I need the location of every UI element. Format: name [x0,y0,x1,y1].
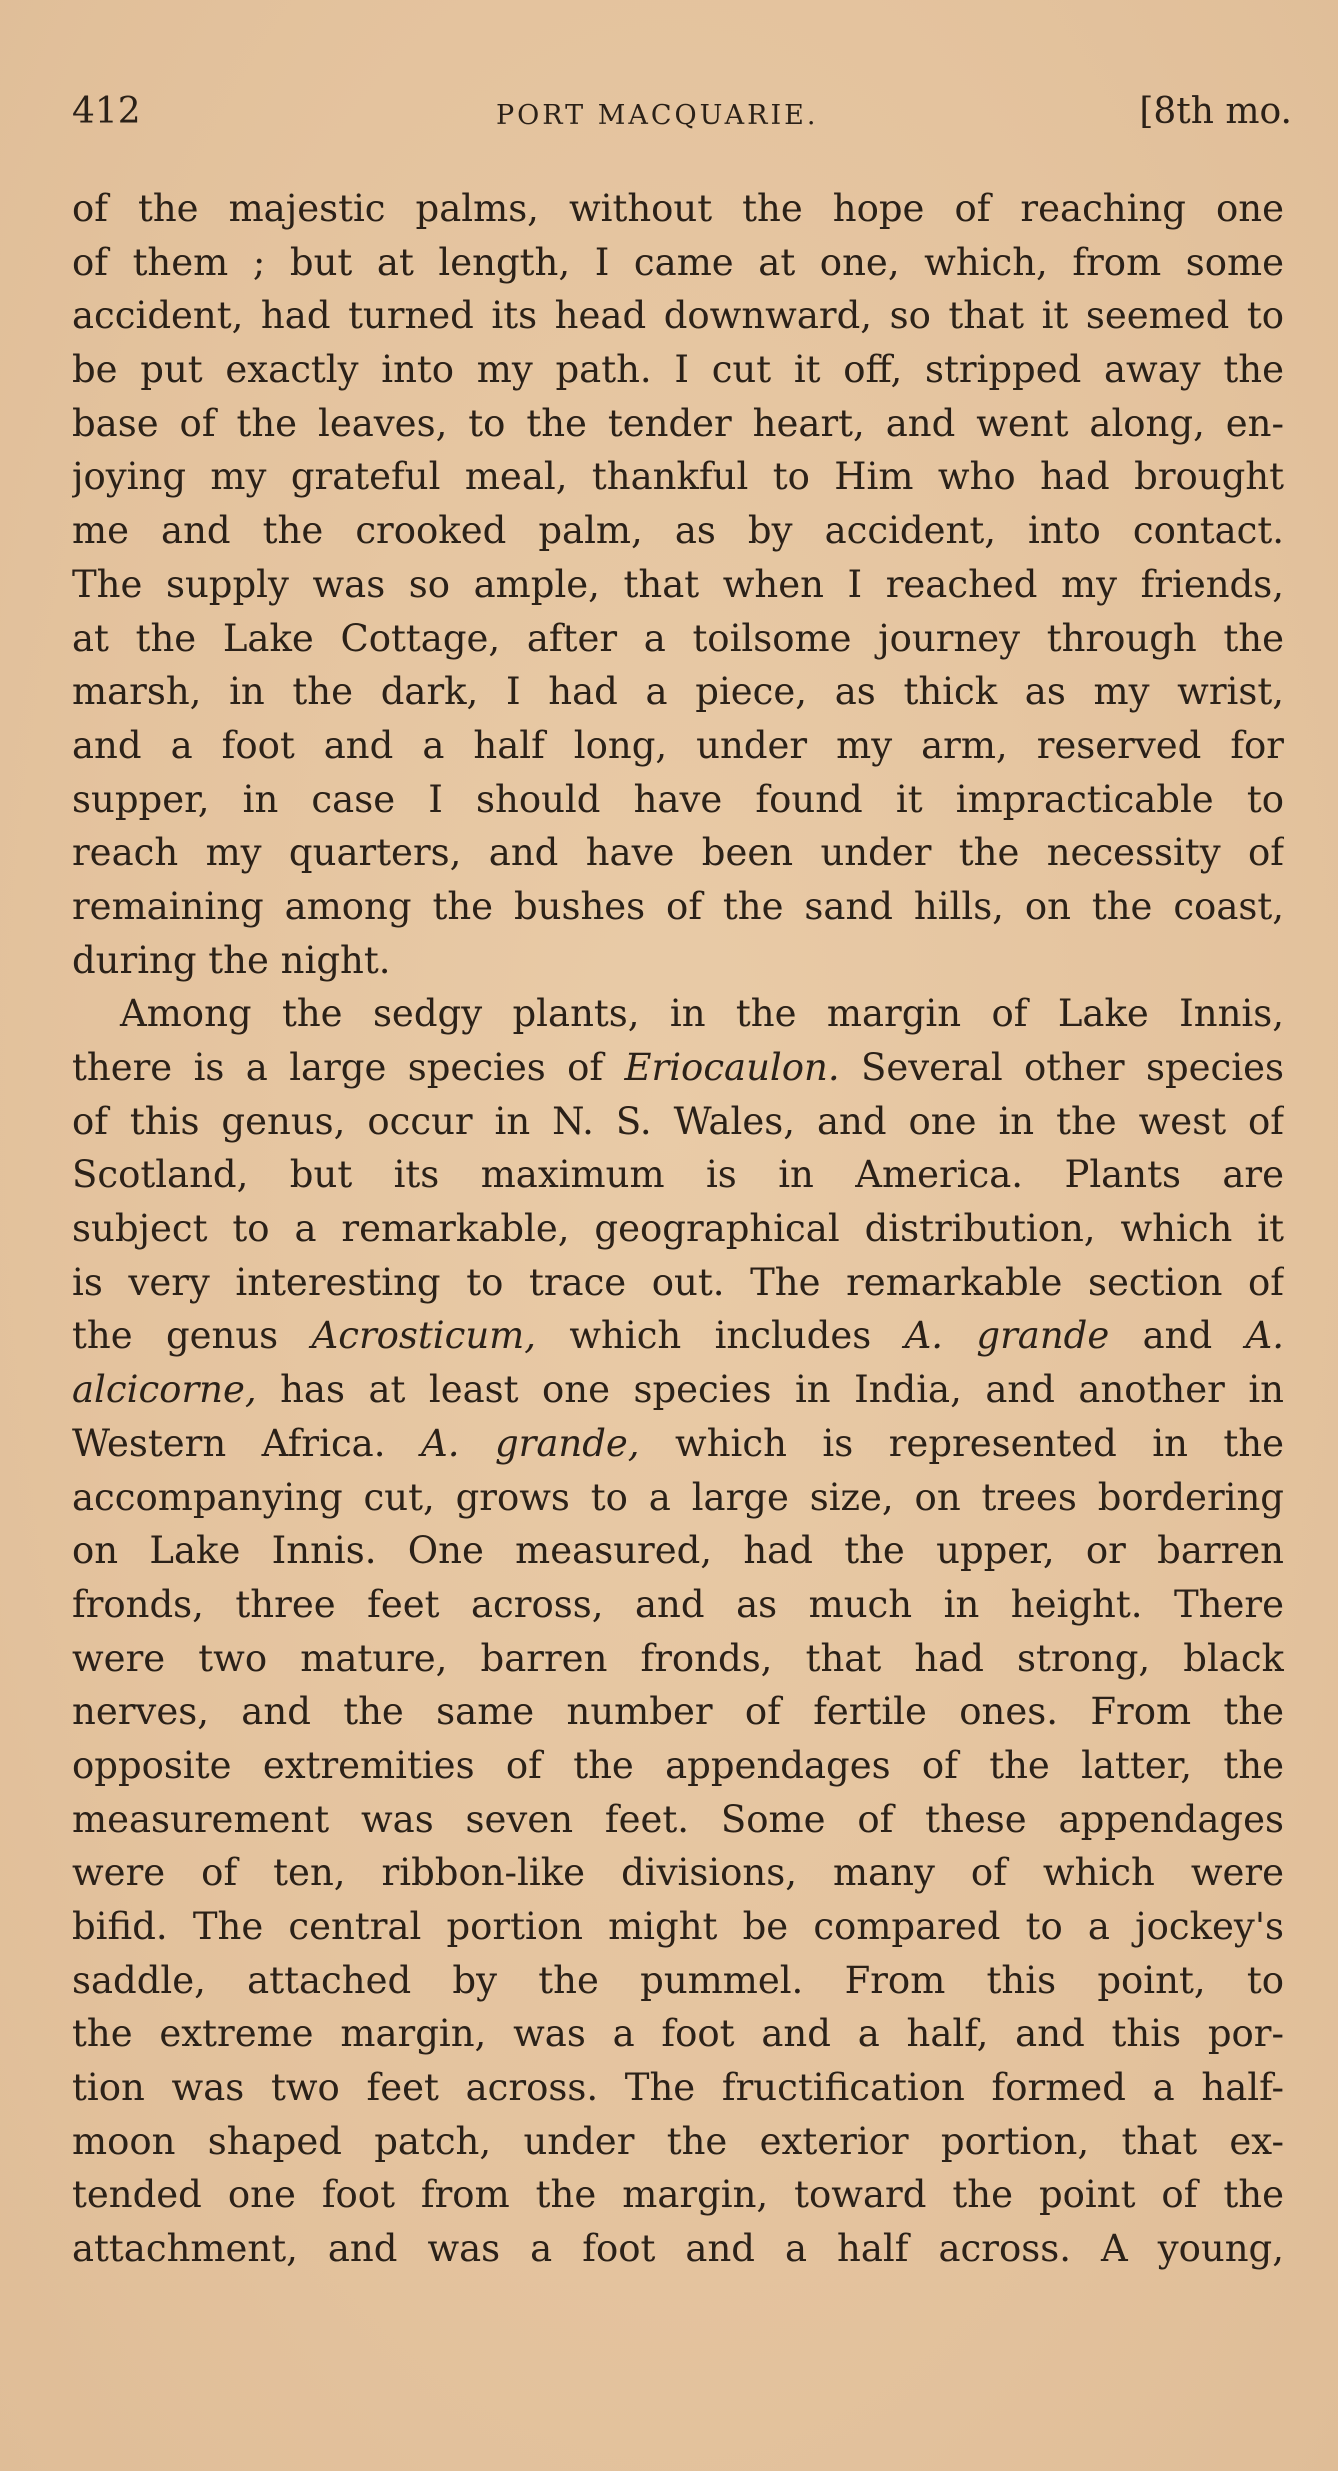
italic-text: Acrosticum, [311,1314,537,1358]
italic-text: alcicorne, [72,1368,257,1412]
text-line [72,1846,1284,1900]
text-line [72,2222,1284,2276]
text-line [72,934,1284,988]
text-line [72,343,1284,397]
text-line [72,1900,1284,1954]
running-date: [8th mo. [1139,91,1292,132]
text-segment: and [1109,1314,1246,1358]
text-line [72,1256,1284,1310]
text-segment: fronds, three feet across, and as much in height. There [72,1582,1284,1626]
text-line [72,612,1284,666]
text-segment: marsh, in the dark, I had a piece, as thick as my wrist, [72,670,1284,714]
text-segment: were two mature, barren fronds, that had strong, black [72,1636,1284,1680]
text-line [72,558,1284,612]
text-segment: tion was two feet across. The fructification formed a half- [72,2066,1284,2110]
text-segment: nerves, and the same number of fertile ones. From the [72,1690,1284,1734]
running-title: PORT MACQUARIE. [496,100,819,131]
text-line [72,2168,1284,2222]
text-segment: on Lake Innis. One measured, had the upper, or barren [72,1529,1284,1573]
text-line [72,182,1284,236]
text-segment: subject to a remarkable, geographical distribution, which it [72,1207,1284,1251]
text-line [72,719,1284,773]
text-segment: Several other species [839,1046,1284,1089]
text-segment: Western Africa. [72,1421,421,1465]
text-segment: saddle, attached by the pummel. From this point, to [72,1958,1284,2002]
text-line [72,2115,1284,2169]
text-segment: has at least one species in India, and another in [256,1368,1284,1412]
text-segment: be put exactly into my path. I cut it off, stripped away the [72,348,1284,392]
text-segment: the genus [72,1314,312,1358]
text-segment: me and the crooked palm, as by accident, into contact. [72,509,1284,553]
text-segment: and a foot and a half long, under my arm, reserved for [72,723,1284,767]
text-line [72,987,1284,1041]
text-segment: of the majestic palms, without the hope of reaching one [72,187,1284,230]
text-segment: at the Lake Cottage, after a toilsome journey through the [72,616,1284,660]
text-line [72,289,1284,343]
body-text [72,182,1284,2276]
text-segment: tended one foot from the margin, toward the point of the [72,2173,1284,2217]
text-line [72,1148,1284,1202]
text-segment: were of ten, ribbon-like divisions, many of which were [72,1851,1284,1895]
text-segment: is very interesting to trace out. The remarkable section of [72,1260,1284,1304]
text-line [72,450,1284,504]
text-line [72,1202,1284,1256]
text-segment: moon shaped patch, under the exterior portion, that ex- [72,2119,1284,2163]
text-line [72,236,1284,290]
italic-text: A. grande, [420,1421,640,1465]
text-line [72,826,1284,880]
text-line [72,504,1284,558]
italic-text: Eriocaulon. [624,1046,840,1089]
text-line [72,1363,1284,1417]
text-line [72,1793,1284,1847]
text-line [72,1954,1284,2008]
italic-text: A. [1245,1314,1284,1358]
text-segment: accompanying cut, grows to a large size, on trees bordering [72,1475,1284,1519]
text-segment: Scotland, but its maximum is in America. Plants are [72,1153,1284,1197]
text-segment: there is a large species of [72,1046,625,1089]
text-line [72,2061,1284,2115]
text-line [72,1041,1284,1095]
text-segment: accident, had turned its head downward, so that it seemed to [72,294,1284,338]
text-line [72,1739,1284,1793]
text-segment: bifid. The central portion might be compared to a jockey's [72,1905,1284,1948]
text-line [72,1471,1284,1525]
text-segment: measurement was seven feet. Some of these appendages [72,1797,1284,1841]
text-segment: remaining among the bushes of the sand hills, on the coast, [72,884,1284,928]
text-segment: base of the leaves, to the tender heart, and went along, en- [72,401,1284,445]
text-segment: which is represented in the [639,1421,1284,1465]
text-segment: Among the sedgy plants, in the margin of Lake Innis, [120,992,1284,1036]
text-line [72,1632,1284,1686]
text-segment: attachment, and was a foot and a half across. A young, [72,2227,1284,2271]
text-segment: opposite extremities of the appendages of the latter, the [72,1743,1284,1787]
text-segment: during the night. [72,938,391,982]
text-segment: supper, in case I should have found it impracticable to [72,777,1284,821]
page-number: 412 [72,91,141,132]
text-segment: the extreme margin, was a foot and a half, and this por- [72,2012,1284,2056]
text-segment: of them ; but at length, I came at one, which, from some [72,240,1284,284]
text-segment: which includes [536,1314,905,1358]
text-segment: of this genus, occur in N. S. Wales, and one in the west of [72,1099,1284,1143]
text-line [72,1524,1284,1578]
text-segment: joying my grateful meal, thankful to Him who had brought [72,455,1284,499]
text-line [72,1095,1284,1149]
running-header [72,92,1292,142]
text-line [72,1578,1284,1632]
text-line [72,1417,1284,1471]
text-line [72,2007,1284,2061]
text-line [72,880,1284,934]
text-line [72,665,1284,719]
text-segment: reach my quarters, and have been under the necessity of [72,831,1284,875]
italic-text: A. grande [904,1314,1110,1358]
text-line [72,773,1284,827]
text-segment: The supply was so ample, that when I reached my friends, [72,562,1284,606]
text-line [72,1685,1284,1739]
text-line [72,397,1284,451]
text-line [72,1309,1284,1363]
